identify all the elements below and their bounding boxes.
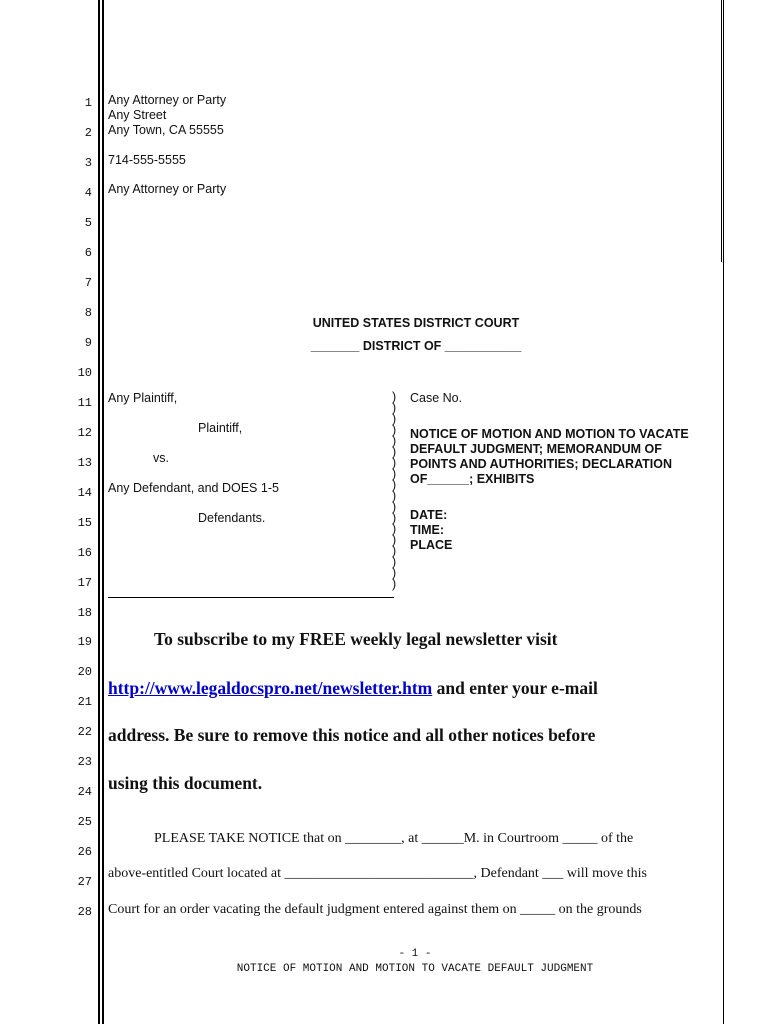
line-number: 20	[77, 665, 92, 679]
line-number: 23	[77, 755, 92, 769]
court-name: UNITED STATES DISTRICT COURT	[312, 316, 520, 330]
hearing-place-label: PLACE	[410, 538, 453, 552]
hearing-time-label: TIME:	[410, 523, 445, 537]
versus: vs.	[153, 451, 169, 465]
body-line-3: Court for an order vacating the default judgment entered against them on _____ on the grounds	[108, 902, 642, 917]
hearing-info	[410, 508, 452, 553]
line-number: 25	[77, 815, 92, 829]
line-number: 22	[77, 725, 92, 739]
body-line-2: above-entitled Court located at ___________________________, Defendant ___ will move this	[108, 866, 647, 881]
footer-title: NOTICE OF MOTION AND MOTION TO VACATE DEFAULT JUDGMENT	[236, 963, 594, 975]
right-margin-rule	[723, 0, 724, 1024]
motion-title-line: NOTICE OF MOTION AND MOTION TO VACATE	[410, 427, 689, 441]
attorney-city: Any Town, CA 55555	[108, 123, 224, 137]
attorney-street: Any Street	[108, 108, 167, 122]
right-margin-rule-top	[721, 0, 722, 262]
line-number: 26	[77, 845, 92, 859]
newsletter-line-3: address. Be sure to remove this notice and all other notices before	[108, 725, 596, 745]
court-district: _______ DISTRICT OF ___________	[310, 339, 522, 353]
line-number: 4	[84, 186, 92, 200]
line-number: 19	[77, 635, 92, 649]
left-margin-rule-2	[102, 0, 104, 1024]
newsletter-line-1: To subscribe to my FREE weekly legal newsletter visit	[154, 629, 558, 649]
attorney-for-party: Any Attorney or Party	[108, 182, 227, 196]
line-number: 2	[84, 126, 92, 140]
body-line-1: PLEASE TAKE NOTICE that on ________, at ______M. in Courtroom _____ of the	[154, 831, 634, 846]
plaintiff-name: Any Plaintiff,	[108, 391, 178, 405]
line-number: 8	[84, 306, 92, 320]
motion-title-line: POINTS AND AUTHORITIES; DECLARATION	[410, 457, 673, 471]
line-number: 18	[77, 606, 92, 620]
caption-parenthesis-column: ) ) ) ) ) ) ) ) ) ) ) ) ) ) ) ) ) )	[392, 390, 397, 591]
line-number: 12	[77, 426, 92, 440]
defendant-role: Defendants.	[198, 511, 266, 525]
attorney-name: Any Attorney or Party	[108, 93, 227, 107]
defendant-name: Any Defendant, and DOES 1-5	[108, 481, 279, 495]
line-number: 24	[77, 785, 92, 799]
line-number: 1	[84, 96, 92, 110]
motion-title	[410, 427, 689, 487]
newsletter-line-4: using this document.	[108, 773, 263, 793]
caption-bottom-rule	[108, 597, 394, 598]
line-number: 5	[84, 216, 92, 230]
attorney-phone: 714-555-5555	[108, 153, 186, 167]
plaintiff-role: Plaintiff,	[198, 421, 243, 435]
newsletter-line-2-text: and enter your e-mail	[432, 678, 598, 698]
line-number: 7	[84, 276, 92, 290]
line-number: 27	[77, 875, 92, 889]
motion-title-line: DEFAULT JUDGMENT; MEMORANDUM OF	[410, 442, 662, 456]
line-number: 28	[77, 905, 92, 919]
line-number: 16	[77, 546, 92, 560]
line-number: 21	[77, 695, 92, 709]
page-number: - 1 -	[398, 948, 432, 960]
line-number: 15	[77, 516, 92, 530]
left-margin-rule-1	[98, 0, 100, 1024]
line-number: 17	[77, 576, 92, 590]
line-number: 3	[84, 156, 92, 170]
case-number-label: Case No.	[410, 391, 463, 405]
line-number: 13	[77, 456, 92, 470]
line-number: 10	[77, 366, 92, 380]
hearing-date-label: DATE:	[410, 508, 448, 522]
line-number: 11	[77, 396, 92, 410]
newsletter-line-2	[108, 678, 598, 699]
newsletter-link[interactable]: http://www.legaldocspro.net/newsletter.htm	[108, 678, 433, 698]
line-number: 9	[84, 336, 92, 350]
line-number: 6	[84, 246, 92, 260]
motion-title-line: OF______; EXHIBITS	[410, 472, 535, 486]
line-number: 14	[77, 486, 92, 500]
